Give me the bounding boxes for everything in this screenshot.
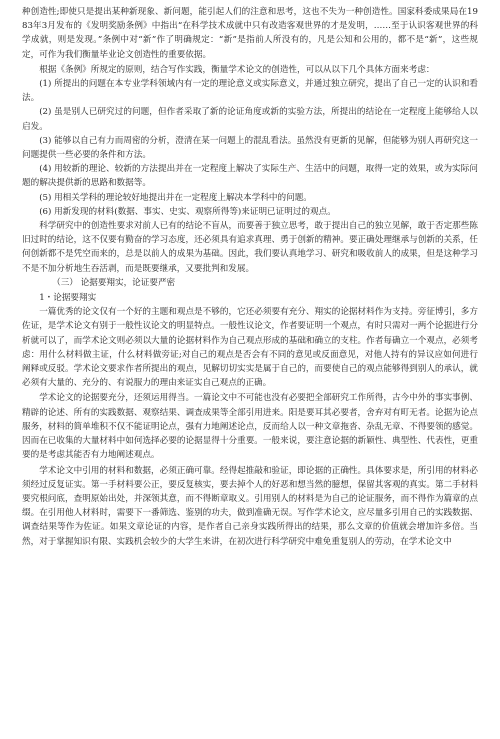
- criteria-item-1: (1) 所提出的问题在本专业学科领域内有一定的理论意义或实际意义，并通过独立研究，提出了自己一定的认识和看法。: [22, 79, 478, 104]
- subsection-heading: 1・论据要翔实: [39, 293, 97, 304]
- intro-paragraph: 种创造性;即使只是提出某种新现象、新问题，能引起人们的注意和思考，这也不失为一种创造性。国家科委成果局在1983年3月发布的《发明奖励条例》中指出“在科学技术成就中只有改造客观世界的才是发明，……至于认识客观世界的科学成就，则是发现。”条例中对“新”作了明确规定：“新”是指前人所没有的，凡是公知和公用的，都不是“新”，这些规定，可作为我们衡量毕业论文创造性的重要依据。: [22, 7, 478, 60]
- criteria-intro-paragraph: 根据《条例》所规定的原则，结合写作实践，衡量学术论文的创造性，可以从以下几个具体方面来考虑：: [39, 64, 435, 75]
- section-heading: （三） 论据要翔实，论证要严密: [52, 277, 176, 288]
- criteria-item-2: (2) 虽是别人已研究过的问题，但作者采取了新的论证角度或新的实验方法，所提出的结论在一定程度上能够给人以启发。: [22, 107, 478, 132]
- criteria-item-5: (5) 用相关学科的理论较好地提出并在一定程度上解决本学科中的问题。: [39, 192, 312, 203]
- research-paragraph: 科学研究中的创造性要求对前人已有的结论不盲从，而要善于独立思考，敢于提出自己的独立见解，敢于否定那些陈旧过时的结论，这不仅要有勤奋的学习态度，还必须具有追求真理、勇于创新的精神。要正确处理继承与创新的关系，任何创新都不是凭空而来的，总是以前人的成果为基础。因此，我们要认真地学习、研究和吸收前人的成果，但是这种学习不是不加分析地生吞活剥，而是既要继承，又要批判和发展。: [22, 221, 478, 274]
- criteria-item-6: (6) 用新发现的材料(数据、事实、史实、观察所得等)来证明已证明过的观点。: [39, 206, 336, 217]
- criteria-item-3: (3) 能够以自己有力而周密的分析，澄清在某一问题上的混乱看法。虽然没有更新的见解，但能够为别人再研究这一问题提供一些必要的条件和方法。: [22, 135, 478, 161]
- citation-paragraph: 学术论文中引用的材料和数据，必须正确可靠。经得起推敲和验证，即论据的正确性。具体要求是，所引用的材料必须经过反复证实。第一手材料要公正，要反复核实，要去掉个人的好恶和想当然的臆想，保留其客观的真实。第二手材料要究根问底，查明原始出处，并深领其意，而不得断章取义。引用别人的材料是为自己的论证服务，而不得作为篇章的点缀。在引用他人材料时，需要下一番筛选、鉴别的功夫，做到准确无误。写作学术论文，应尽量多引用自己的实践数据、调查结果等作为佐证。如果文章论证的内容，是作者自己亲身实践所得出的结果，那么文章的价值就会增加许多倍。当然，对于掌握知识有限、实践机会较少的大学生来讲，在初次进行科学研究中难免重复别人的劳动，在学术论文中: [22, 465, 478, 547]
- evidence-paragraph: 一篇优秀的论文仅有一个好的主题和观点是不够的，它还必须要有充分、翔实的论据材料作为支持。旁征博引，多方佐证，是学术论文有别于一般性议论文的明显特点。一般性议论文，作者要证明一个观点，有时只需对一两个论据进行分析就可以了，而学术论文则必须以大量的论据材料作为自己观点形成的基础和确立的支柱。作者每确立一个观点，必须考虑：用什么材料做主证，什么材料做旁证;对自己的观点是否会有不同的意见或反面意见，对他人持有的异议应如何进行阐释或反驳。学术论文要求作者所提出的观点，见解切切实实是属于自己的，而要使自己的观点能够得到别人的承认，就必须有大量的、充分的、有说服力的理由来证实自己观点的正确。: [22, 307, 478, 389]
- sufficiency-paragraph: 学术论文的论据要充分，还须运用得当。一篇论文中不可能也没有必要把全部研究工作所得，古今中外的事实事例、精辟的论述、所有的实践数据、观察结果、调查成果等全部引用进来。阳是要耳其必要者，舍弃对有町无者。论据为论点服务，材料的简单堆积不仅不能证明论点，强有力地阐述论点，反而给人以一种文章拖沓、杂乱无章、不得要领的感觉。因而在已收集的大量材料中如何选择必要的论据显得十分重要。一般来说，要注意论据的新颖性、典型性、代表性，更重要的是考虑其能否有力地阐述观点。: [22, 393, 478, 461]
- criteria-item-4: (4) 用较新的理论、较新的方法提出并在一定程度上解决了实际生产、生活中的问题，取得一定的效果，或为实际问题的解决提供新的思路和数据等。: [22, 164, 478, 189]
